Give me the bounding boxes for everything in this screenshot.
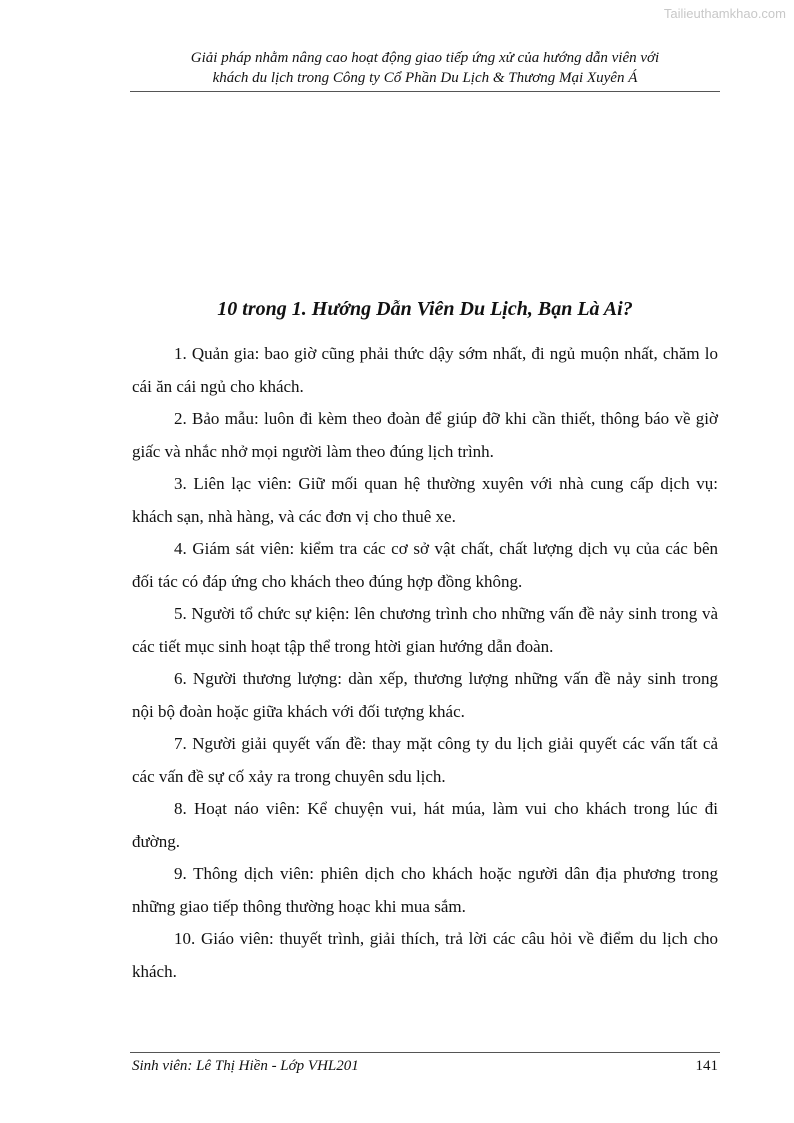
paragraph-1: 1. Quản gia: bao giờ cũng phải thức dậy sớm nhất, đi ngủ muộn nhất, chăm lo cái ăn cái ngủ cho khách.: [132, 344, 718, 396]
page-number: 141: [695, 1058, 718, 1074]
paragraph-9: 9. Thông dịch viên: phiên dịch cho khách hoặc người dân địa phương trong những giao tiếp thông thường hoạc khi mua sắm.: [132, 864, 718, 916]
header-line-2: khách du lịch trong Công ty Cổ Phần Du Lịch & Thương Mại Xuyên Á: [212, 70, 638, 86]
watermark-text: Tailieuthamkhao.com: [663, 6, 786, 21]
paragraph-2: 2. Bảo mẫu: luôn đi kèm theo đoàn để giúp đỡ khi cần thiết, thông báo về giờ giấc và nhắc nhở mọi người làm theo đúng lịch trình.: [132, 409, 718, 461]
paragraph-6: 6. Người thương lượng: dàn xếp, thương lượng những vấn đề nảy sinh trong nội bộ đoàn hoặc giữa khách với đối tượng khác.: [132, 669, 718, 721]
section-title: 10 trong 1. Hướng Dẫn Viên Du Lịch, Bạn Là Ai?: [217, 298, 633, 320]
paragraph-3: 3. Liên lạc viên: Giữ mối quan hệ thường xuyên với nhà cung cấp dịch vụ: khách sạn, nhà hàng, và các đơn vị cho thuê xe.: [132, 474, 718, 526]
footer-student: Sinh viên: Lê Thị Hiền - Lớp VHL201: [132, 1058, 359, 1074]
header-line-1: Giải pháp nhằm nâng cao hoạt động giao tiếp ứng xử của hướng dẫn viên với: [190, 50, 660, 66]
paragraph-8: 8. Hoạt náo viên: Kể chuyện vui, hát múa, làm vui cho khách trong lúc đi đường.: [132, 799, 718, 851]
running-header: [130, 48, 720, 88]
paragraph-5: 5. Người tổ chức sự kiện: lên chương trình cho những vấn đề nảy sinh trong và các tiết mục sinh hoạt tập thể trong htời gian hướng dẫn đoàn.: [132, 604, 718, 656]
header-divider: [130, 91, 720, 92]
footer-divider: [130, 1052, 720, 1053]
body-content: [132, 338, 718, 988]
paragraph-7: 7. Người giải quyết vấn đề: thay mặt công ty du lịch giải quyết các vấn tất cả các vấn đề sự cố xảy ra trong chuyên sdu lịch.: [132, 734, 718, 786]
paragraph-10: 10. Giáo viên: thuyết trình, giải thích, trả lời các câu hỏi về điểm du lịch cho khách.: [132, 929, 718, 981]
paragraph-4: 4. Giám sát viên: kiểm tra các cơ sở vật chất, chất lượng dịch vụ của các bên đối tác có đáp ứng cho khách theo đúng hợp đồng không.: [132, 539, 718, 591]
